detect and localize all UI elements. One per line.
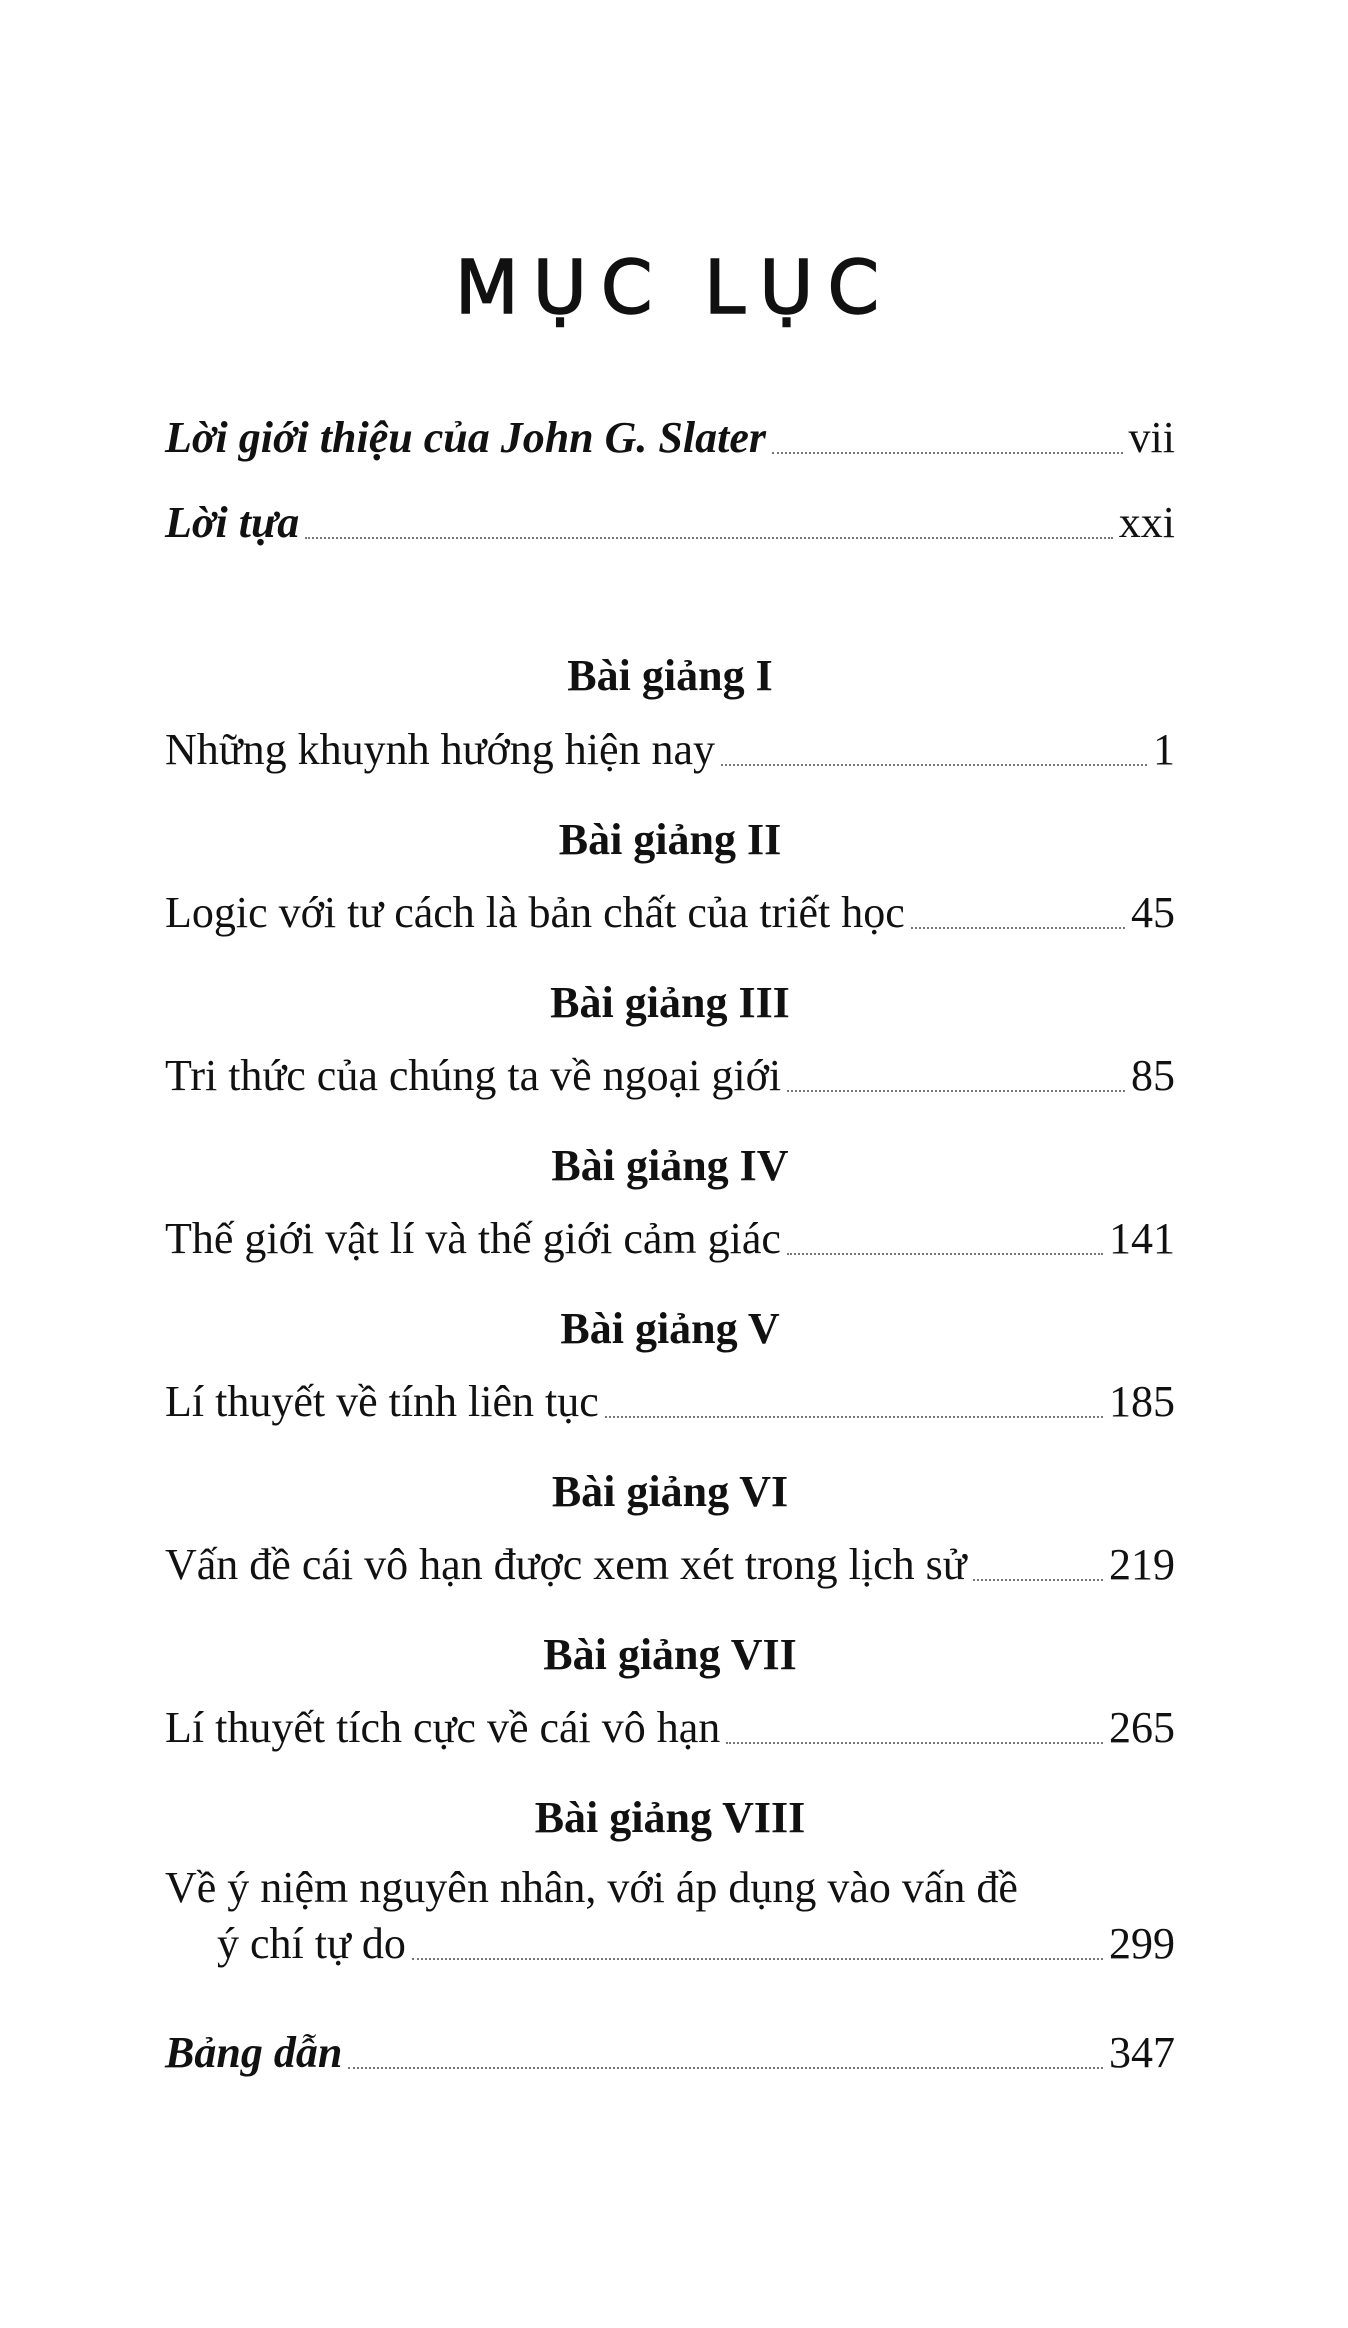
toc-page-number: 299 [1109, 1919, 1175, 1968]
dot-leader [772, 451, 1123, 454]
lecture-heading: Bài giảng VII [543, 1630, 797, 1679]
toc-page-number: 219 [1109, 1540, 1175, 1589]
toc-entry-title-line1: Về ý niệm nguyên nhân, với áp dụng vào vấn đề [165, 1863, 1018, 1912]
toc-entry-title: Lời tựa [165, 498, 300, 547]
toc-entry-lecture-6 [165, 1537, 1175, 1593]
toc-entry-title: Vấn đề cái vô hạn được xem xét trong lịch sử [165, 1540, 967, 1589]
lecture-heading: Bài giảng II [558, 815, 782, 864]
dot-leader [721, 763, 1147, 766]
dot-leader [605, 1415, 1103, 1418]
lecture-heading: Bài giảng VIII [534, 1793, 806, 1842]
toc-page-number: 1 [1153, 725, 1175, 774]
toc-entry-title: Lí thuyết tích cực về cái vô hạn [165, 1703, 721, 1752]
dot-leader [726, 1741, 1103, 1744]
dot-leader [305, 536, 1112, 539]
toc-entry-title: Logic với tư cách là bản chất của triết học [165, 888, 905, 937]
dot-leader [973, 1578, 1103, 1581]
toc-entry-title: Lời giới thiệu của John G. Slater [165, 413, 766, 462]
toc-page-number: 185 [1109, 1377, 1175, 1426]
toc-entry-title: Lí thuyết về tính liên tục [165, 1377, 599, 1426]
toc-entry-lecture-5 [165, 1374, 1175, 1430]
toc-page-number: xxi [1118, 498, 1175, 547]
toc-entry-lecture-8 [165, 1860, 1175, 1972]
toc-page-number: 45 [1131, 888, 1175, 937]
toc-entry-lecture-1 [165, 722, 1175, 778]
lecture-heading: Bài giảng III [550, 978, 790, 1027]
lecture-heading: Bài giảng V [560, 1304, 780, 1353]
toc-entry-index [165, 2025, 1175, 2081]
toc-entry-introduction [165, 410, 1175, 466]
toc-entry-title: Thế giới vật lí và thế giới cảm giác [165, 1214, 781, 1263]
dot-leader [412, 1957, 1103, 1960]
toc-page-number: 85 [1131, 1051, 1175, 1100]
dot-leader [348, 2066, 1103, 2069]
dot-leader [911, 926, 1125, 929]
toc-entry-preface [165, 495, 1175, 551]
toc-page-number: 265 [1109, 1703, 1175, 1752]
toc-entry-lecture-7 [165, 1700, 1175, 1756]
toc-page-number: 141 [1109, 1214, 1175, 1263]
toc-entry-title: Tri thức của chúng ta về ngoại giới [165, 1051, 782, 1100]
lecture-heading: Bài giảng VI [551, 1467, 789, 1516]
toc-entry-title: Bảng dẫn [165, 2028, 343, 2077]
page-title: MỤC LỤC [454, 245, 894, 331]
toc-page-number: 347 [1109, 2028, 1175, 2077]
lecture-heading: Bài giảng I [567, 651, 773, 700]
dot-leader [787, 1252, 1103, 1255]
toc-entry-lecture-2 [165, 885, 1175, 941]
dot-leader [787, 1089, 1125, 1092]
toc-entry-title: Những khuynh hướng hiện nay [165, 725, 716, 774]
toc-entry-title-line2: ý chí tự do [217, 1919, 406, 1968]
toc-page-number: vii [1128, 413, 1175, 462]
toc-entry-line2 [165, 1916, 1175, 1972]
toc-entry-lecture-4 [165, 1211, 1175, 1267]
toc-entry-lecture-3 [165, 1048, 1175, 1104]
lecture-heading: Bài giảng IV [551, 1141, 789, 1190]
